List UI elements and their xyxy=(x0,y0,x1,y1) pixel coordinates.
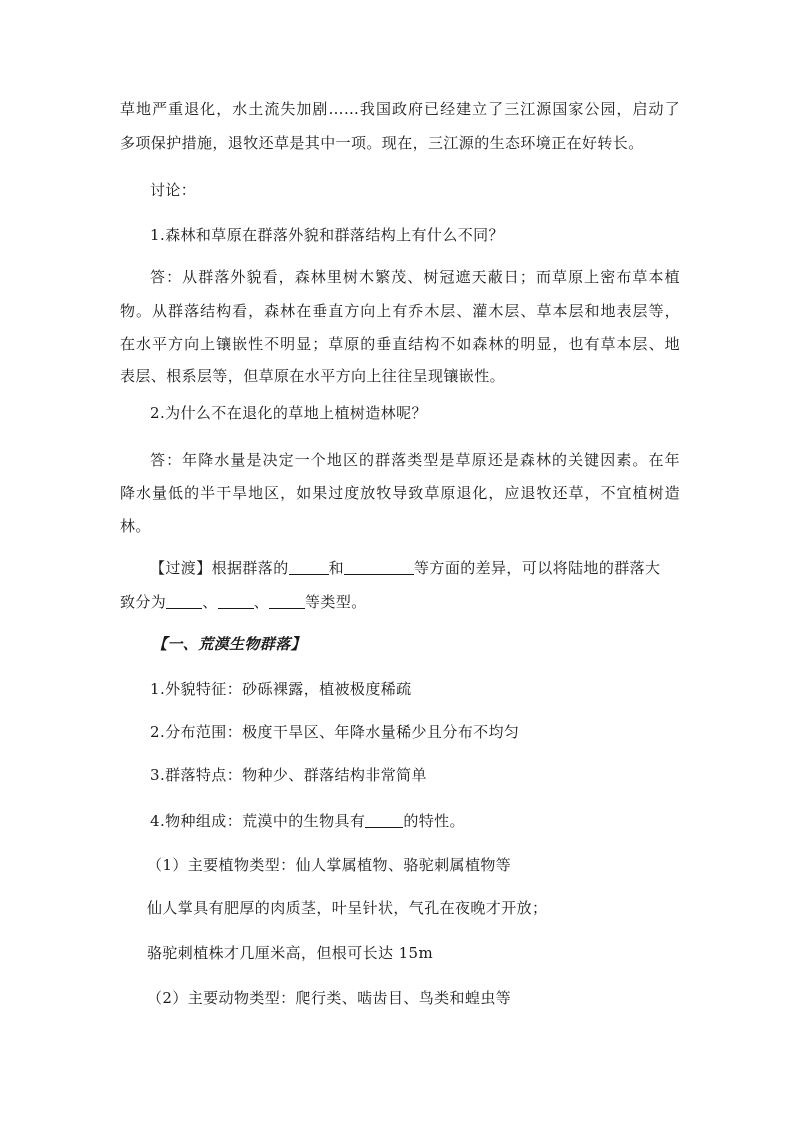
transition-sep-2: 、 xyxy=(253,593,270,611)
answer-1-line-1: 答：从群落外貌看，森林里树木繁茂、树冠遮天蔽日；而草原上密布草本植 xyxy=(150,268,680,286)
cactus-note: 仙人掌具有肥厚的肉质茎，叶呈针状，气孔在夜晚才开放； xyxy=(147,899,548,917)
answer-1-line-3: 在水平方向上镶嵌性不明显；草原的垂直结构不如森林的明显，也有草本层、地 xyxy=(120,335,680,353)
fill-blank xyxy=(218,593,254,609)
item-1: 1.外貌特征：砂砾裸露，植被极度稀疏 xyxy=(150,680,412,698)
item-3: 3.群落特点：物种少、群落结构非常简单 xyxy=(150,766,427,784)
fill-blank xyxy=(365,812,403,828)
camelthorn-note: 骆驼刺植株才几厘米高，但根可长达 15m xyxy=(147,944,434,962)
item-4 xyxy=(150,810,680,832)
fill-blank xyxy=(289,559,329,575)
fill-blank xyxy=(269,593,305,609)
intro-line-1: 草地严重退化，水土流失加剧……我国政府已经建立了三江源国家公园，启动了 xyxy=(120,100,680,118)
answer-2-line-2: 降水量低的半干旱地区，如果过度放牧导致草原退化，应退牧还草，不宜植树造 xyxy=(120,484,680,502)
subitem-1: （1）主要植物类型：仙人掌属植物、骆驼刺属植物等 xyxy=(147,856,512,874)
answer-1-line-4: 表层、根系层等，但草原在水平方向上往往呈现镶嵌性。 xyxy=(120,367,506,385)
transition-text-1: 【过渡】根据群落的 xyxy=(150,559,289,577)
subitem-2: （2）主要动物类型：爬行类、啮齿目、鸟类和蝗虫等 xyxy=(147,989,512,1007)
intro-line-2: 多项保护措施，退牧还草是其中一项。现在，三江源的生态环境正在好转长。 xyxy=(120,134,644,152)
answer-2-line-1: 答：年降水量是决定一个地区的群落类型是草原还是森林的关键因素。在年 xyxy=(150,451,680,469)
transition-text-3: 等方面的差异，可以将陆地的群落大 xyxy=(414,559,661,577)
item-4-text-1: 4.物种组成：荒漠中的生物具有 xyxy=(150,812,366,830)
transition-line-1 xyxy=(150,557,680,579)
discussion-label: 讨论： xyxy=(150,181,197,199)
item-4-text-2: 的特性。 xyxy=(403,812,465,830)
answer-2-line-3: 林。 xyxy=(120,517,151,535)
question-1: 1.森林和草原在群落外貌和群落结构上有什么不同？ xyxy=(150,226,504,244)
transition-text-2: 和 xyxy=(328,559,345,577)
transition-line-2 xyxy=(120,591,680,613)
fill-blank xyxy=(166,593,202,609)
answer-1-line-2: 物。从群落结构看，森林在垂直方向上有乔木层、灌木层、草本层和地表层等， xyxy=(120,302,680,320)
transition-text-5: 等类型。 xyxy=(305,593,367,611)
fill-blank xyxy=(344,559,414,575)
transition-text-4: 致分为 xyxy=(120,593,167,611)
item-2: 2.分布范围：极度干旱区、年降水量稀少且分布不均匀 xyxy=(150,723,520,741)
section-heading: 【一、荒漠生物群落】 xyxy=(152,635,307,653)
transition-sep-1: 、 xyxy=(202,593,218,611)
question-2: 2.为什么不在退化的草地上植树造林呢？ xyxy=(150,404,427,422)
